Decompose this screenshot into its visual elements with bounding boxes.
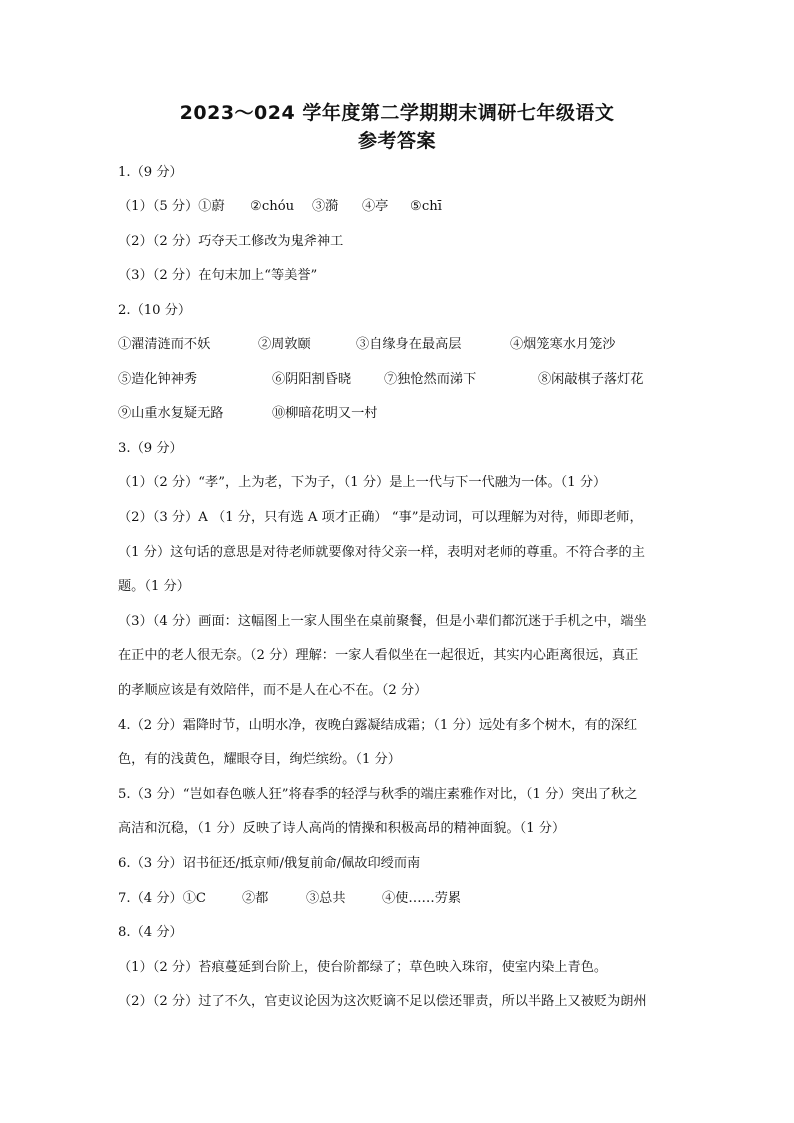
answer-item: （1）（5 分）①蔚 [118, 199, 225, 214]
answer-line: 6.（3 分）诏书征还/抵京师/俄复前命/佩故印绶而南 [118, 856, 421, 871]
answer-item: ③漪 [312, 199, 339, 214]
answer-line: （2）（2 分）过了不久，官吏议论因为这次贬谪不足以偿还罪责，所以半路上又被贬为朗州 [118, 994, 647, 1009]
answer-item: ⑤chī [410, 199, 442, 214]
answer-line: （3）（4 分）画面：这幅图上一家人围坐在桌前聚餐，但是小辈们都沉迷于手机之中，端坐 [118, 614, 647, 629]
document-title: 2023～024 学年度第二学期期末调研七年级语文 [179, 102, 615, 124]
answer-line: 题。（1 分） [118, 579, 190, 594]
answer-item: ②周敦颐 [258, 337, 311, 352]
answer-item: ⑧闲敲棋子落灯花 [538, 372, 644, 387]
answer-item: ⑦独怆然而涕下 [384, 372, 477, 387]
answer-line: （1 分）这句话的意思是对待老师就要像对待父亲一样，表明对老师的尊重。不符合孝的主 [118, 545, 645, 560]
answer-item: 7.（4 分）①C [118, 891, 207, 906]
answer-line: 5.（3 分）“岂如春色嗾人狂”将春季的轻浮与秋季的端庄素雅作对比，（1 分）突出了秋之 [118, 787, 638, 802]
answer-item: ⑥阴阳割昏晓 [272, 372, 352, 387]
answer-item: ②chóu [250, 199, 295, 214]
answer-line: 的孝顺应该是有效陪伴，而不是人在心不在。（2 分） [118, 683, 428, 698]
answer-line: （1）（2 分）苔痕蔓延到台阶上，使台阶都绿了；草色映入珠帘，使室内染上青色。 [118, 960, 608, 975]
answer-item: ②都 [242, 891, 269, 906]
answer-item: ⑨山重水复疑无路 [118, 406, 224, 421]
answer-line: 在正中的老人很无奈。（2 分）理解：一家人看似坐在一起很近，其实内心距离很远，真正 [118, 648, 639, 663]
answer-item: ⑩柳暗花明又一村 [272, 406, 378, 421]
answer-item: ①濯清涟而不妖 [118, 337, 211, 352]
answer-line: 8.（4 分） [118, 925, 183, 940]
answer-line: 高洁和沉稳，（1 分）反映了诗人高尚的情操和积极高昂的精神面貌。（1 分） [118, 821, 566, 836]
answer-line: 1.（9 分） [118, 165, 183, 180]
answer-line: （2）（2 分）巧夺天工修改为鬼斧神工 [118, 234, 344, 249]
answer-line: （3）（2 分）在句末加上“等美誉” [118, 268, 318, 283]
answer-item: ④使……劳累 [382, 891, 462, 906]
document-subtitle: 参考答案 [357, 130, 436, 152]
answer-line: （1）（2 分）“孝”，上为老，下为子，（1 分）是上一代与下一代融为一体。（1 分） [118, 475, 607, 490]
answer-line: 3.（9 分） [118, 441, 183, 456]
answer-line: （2）（3 分）A （1 分，只有选 A 项才正确） “事”是动词，可以理解为对待，师即老师， [118, 510, 643, 525]
answer-line: 色，有的浅黄色，耀眼夺目，绚烂缤纷。（1 分） [118, 752, 401, 767]
answer-line: 2.（10 分） [118, 303, 192, 318]
answer-item: ⑤造化钟神秀 [118, 372, 198, 387]
answer-item: ③自缘身在最高层 [356, 337, 462, 352]
answer-item: ④烟笼寒水月笼沙 [510, 337, 616, 352]
answer-line: 4.（2 分）霜降时节，山明水净，夜晚白露凝结成霜；（1 分）远处有多个树木，有的深红 [118, 718, 638, 733]
answer-item: ③总共 [306, 891, 346, 906]
answer-item: ④亭 [362, 199, 389, 214]
